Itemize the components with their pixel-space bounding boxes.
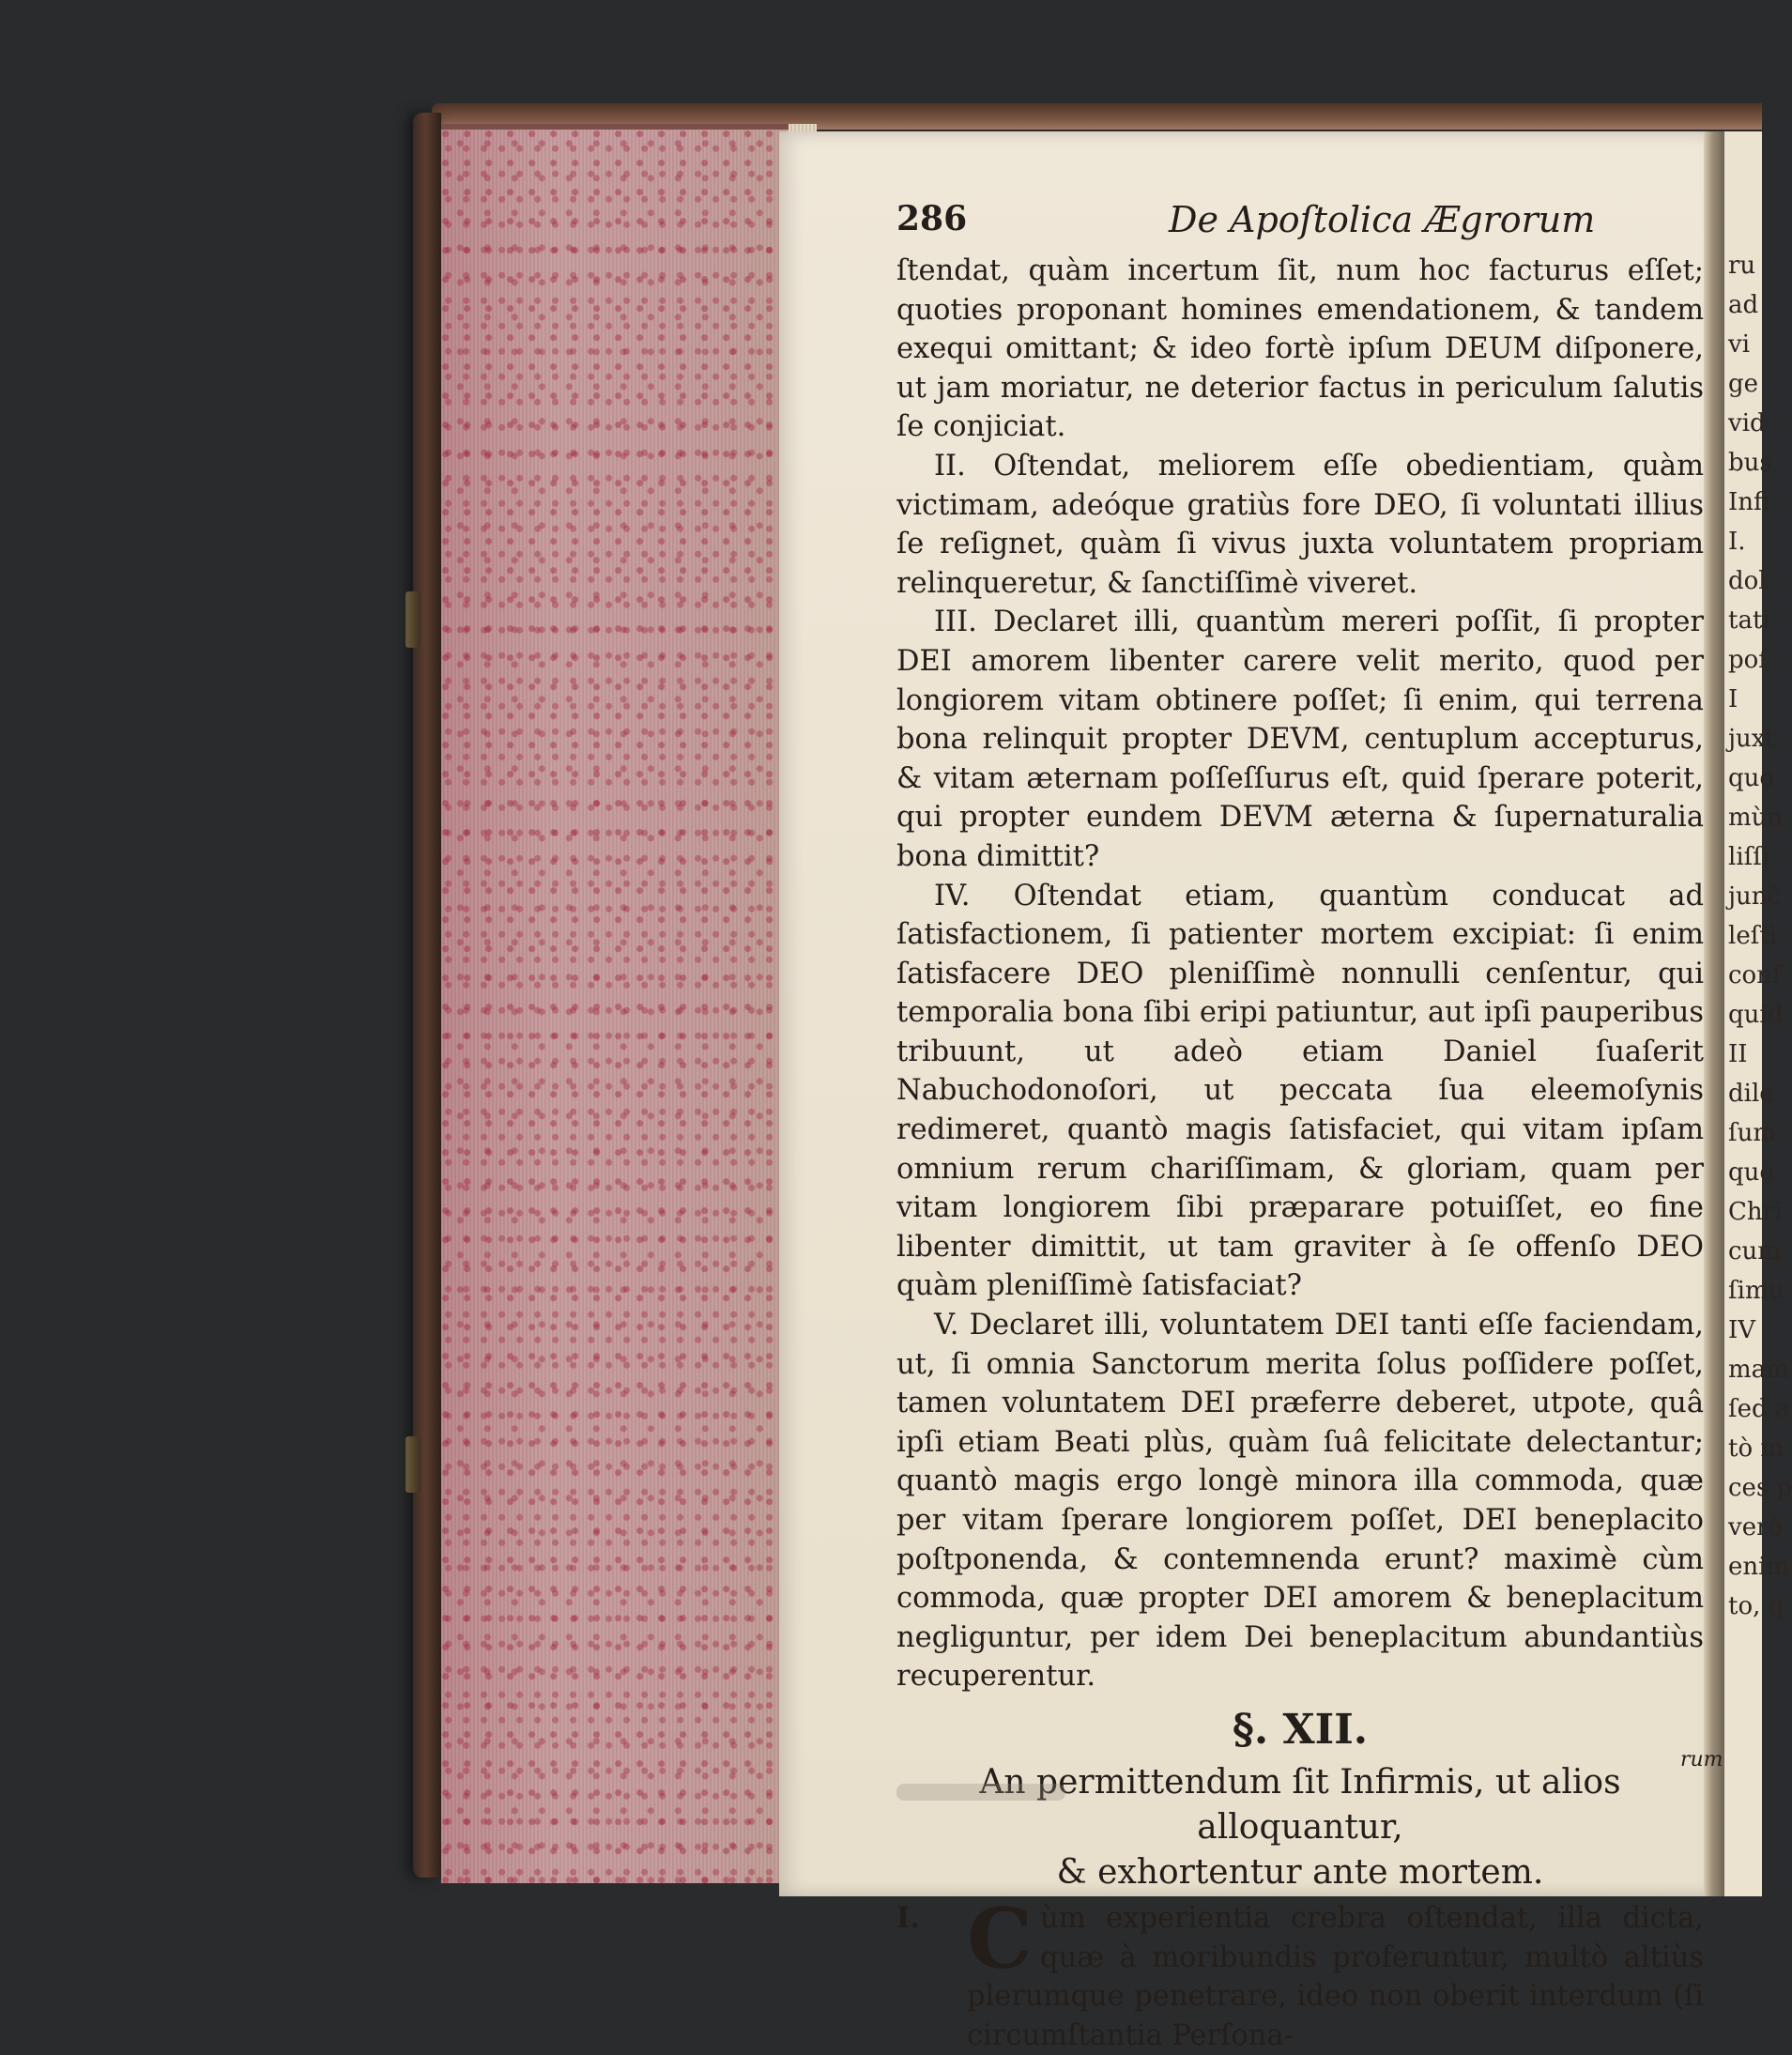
page-text [896, 199, 1704, 2055]
right-page-text-fragment: to, q [1728, 1592, 1784, 1620]
right-page-text-fragment: dile [1728, 1080, 1774, 1108]
book-gutter [1704, 131, 1724, 1896]
right-page-text-fragment: junč [1728, 882, 1782, 911]
right-page-text-fragment: juxt [1728, 725, 1775, 753]
right-page-text-fragment: ge [1728, 370, 1759, 398]
paragraph-continuation: ſtendat, quàm incertum ſit, num hoc facturus eſſet; quoties proponant homines emendationem, & tandem exequi omittant; & ideo fortè ipſum DEUM diſponere, ut jam moriatur, ne deterior factus in periculum ſalutis ſe conjiciat. [896, 254, 1704, 444]
paragraph-iii: III. Declaret illi, quantùm mereri poſſit, ſi propter DEI amorem libenter carere velit merito, quod per longiorem vitam obtinere poſſet; ſi enim, qui terrena bona relinquit propter DEVM, centuplum accepturus, & vitam æternam poſſeſſurus eſt, quid ſperare poterit, qui propter eundem DEVM æterna & ſupernaturalia bona dimittit? [896, 606, 1704, 873]
paragraph-ii: II. Oſtendat, meliorem eſſe obedientiam, quàm victimam, adeóque gratiùs fore DEO, ſi voluntati illius ſe reſignet, quàm ſi vivus juxta voluntatem propriam relinqueretur, & ſanctiſſimè viveret. [896, 449, 1704, 600]
right-page-text-fragment: vi [1728, 330, 1751, 359]
clasp-lower [406, 1436, 421, 1493]
right-page-text-fragment: dol [1728, 567, 1767, 595]
right-page-text-fragment: I. [1728, 528, 1746, 556]
right-page-text-fragment: enim [1728, 1553, 1790, 1581]
page-stain [896, 1784, 1065, 1801]
right-page-text-fragment: poſ [1728, 646, 1768, 674]
right-page-text-fragment: quo [1728, 764, 1775, 792]
catchword: rum [1680, 1748, 1723, 1771]
right-page-text-fragment: ſed a [1728, 1395, 1790, 1423]
right-page-text-fragment: tò m [1728, 1434, 1784, 1463]
right-page-text-fragment: vid [1728, 409, 1766, 437]
opening-text: ùm experientia crebra oſtendat, illa dicta, quæ à moribundis proferuntur, multò altiùs plerumque penetrare, ideo non oberit interdum (ſi circumſtantia Perſona- [967, 1901, 1704, 2052]
right-page-text-fragment: tati [1728, 606, 1770, 635]
right-page-text-fragment: Chri [1728, 1198, 1783, 1226]
right-page-text-fragment: ſum [1728, 1119, 1777, 1147]
sprinkled-page-edges [441, 124, 817, 1883]
paragraph-iv: IV. Oſtendat etiam, quantùm conducat ad ſatisfactionem, ſi patienter mortem excipiat: ſi enim ſatisfacere DEO pleniſſimè nonnulli cenſentur, qui temporalia bona ſibi eripi patiuntur, aut ipſi pauperibus tribuunt, ut adeò etiam Daniel ſuaſerit Nabuchodonoſori, ut peccata ſua eleemoſynis redimeret, quantò magis ſatisfaciet, qui vitam ipſam omnium rerum chariſſimam, & gloriam, quam per vitam longiorem ſibi præparare potuiſſet, eo fine libenter dimittit, ut tam graviter à ſe offenſo DEO quàm pleniſſimè ſatisfaciat? [896, 879, 1704, 1303]
right-page-text-fragment: conſ [1728, 961, 1782, 989]
right-page-fragment [1724, 131, 1792, 1896]
opening-numeral: I. [896, 1900, 920, 1935]
right-page-text-fragment: ru [1728, 252, 1756, 280]
right-page-text-fragment: cum [1728, 1237, 1781, 1265]
paragraph-v: V. Declaret illi, voluntatem DEI tanti eſſe faciendam, ut, ſi omnia Sanctorum merita ſolus poſſidere poſſet, tamen voluntatem DEI præferre deberet, utpote, quâ ipſi etiam Beati plùs, quàm ſuâ felicitate delectantur; quantò magis ergo longè minora illa commoda, quæ per vitam ſperare longiorem poſſet, DEI beneplacito poſtponenda, & contemnenda erunt? maximè cùm commoda, quæ propter DEI amorem & beneplacitum negliguntur, per idem Dei beneplacitum abundantiùs recuperentur. [896, 1309, 1704, 1694]
right-page-text-fragment: ad [1728, 291, 1759, 319]
right-page-text-fragment: I [1728, 685, 1738, 713]
right-page-text-fragment: II [1728, 1040, 1748, 1068]
opening-paragraph [896, 1889, 1704, 2055]
section-number: §. XII. [1232, 1705, 1369, 1754]
drop-cap: C [967, 1889, 1034, 1987]
right-page-text-fragment: ces p [1728, 1474, 1792, 1502]
page-header [896, 199, 1704, 248]
page-number: 286 [896, 199, 968, 238]
right-page-text-fragment: bus [1728, 449, 1772, 477]
right-page-text-fragment: mam [1728, 1356, 1789, 1384]
right-page-text-fragment: Infi [1728, 488, 1770, 516]
section-title-line-2: & exhortentur ante mortem. [1056, 1852, 1544, 1892]
clasp-upper [406, 591, 421, 648]
right-page-text-fragment: liſſi [1728, 843, 1770, 871]
right-page-text-fragment: verò [1728, 1513, 1784, 1541]
book-spine-cover [413, 113, 441, 1878]
right-page-text-fragment: leſti [1728, 922, 1778, 950]
section-title [896, 1760, 1704, 1895]
right-page-text-fragment: que [1728, 1158, 1774, 1187]
right-page-text-fragment: mùn [1728, 804, 1784, 832]
right-page-text-fragment: IV [1728, 1316, 1756, 1344]
section-title-line-1: An permittendum ſit Infirmis, ut alios alloquantur, [979, 1762, 1621, 1847]
right-page-text-fragment: ſimu [1728, 1277, 1784, 1305]
right-page-text-fragment: quid [1728, 1001, 1784, 1029]
running-head: De Apoſtolica Ægrorum [1169, 199, 1596, 240]
